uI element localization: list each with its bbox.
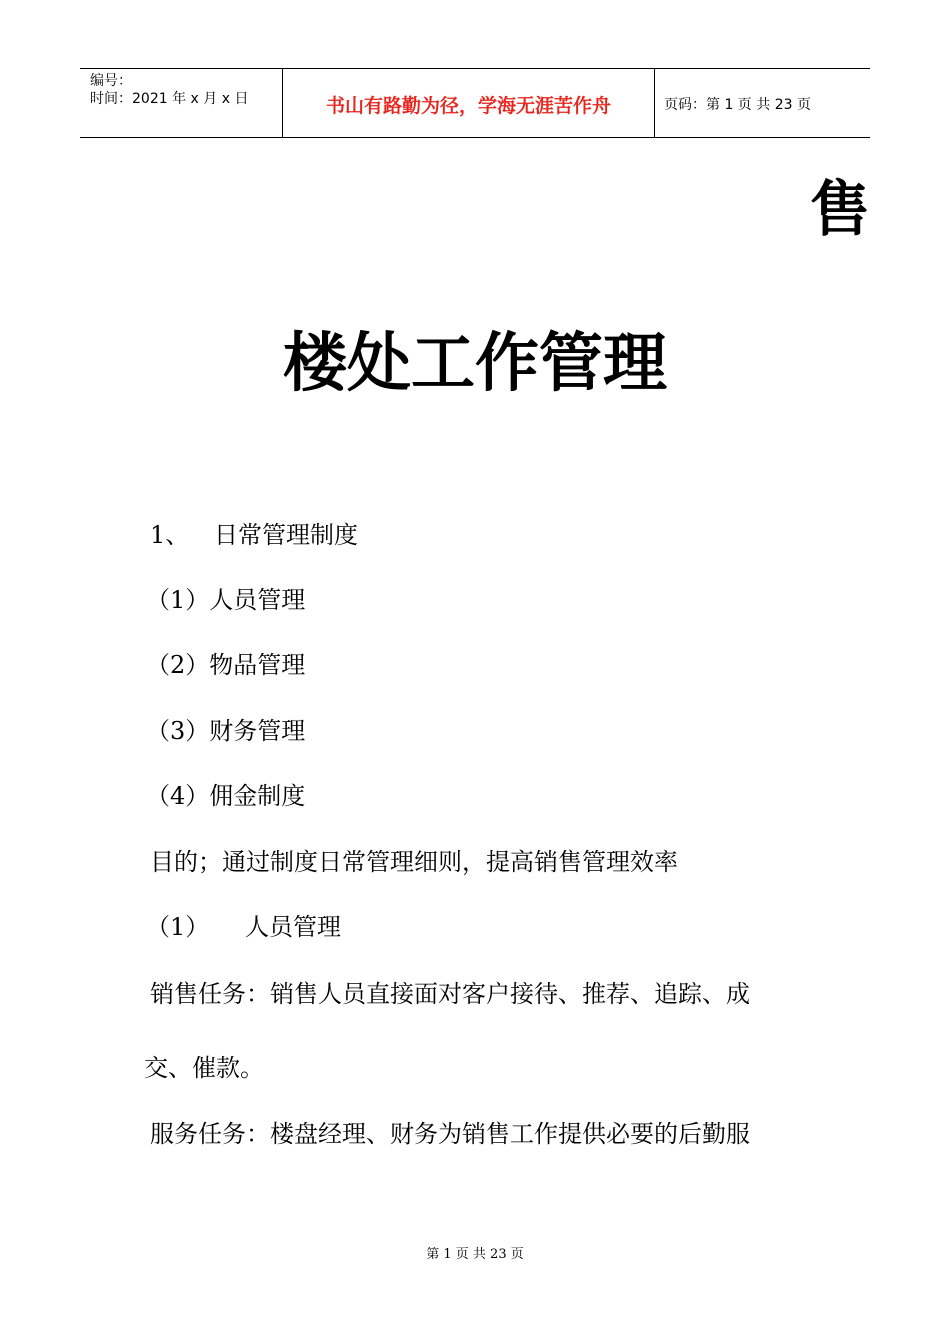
title-first-char: 售 [810, 175, 870, 245]
page-footer: 第 1 页 共 23 页 [426, 1247, 524, 1262]
document-number-label: 编号： [90, 73, 132, 89]
list-item: （4）佣金制度 [146, 782, 306, 810]
page-header [80, 68, 870, 138]
header-page-info: 页码：第 1 页 共 23 页 [664, 97, 811, 113]
subheading-text: 人员管理 [245, 913, 341, 941]
document-date: 时间：2021 年 x 月 x 日 [90, 91, 249, 107]
sales-task-line-2: 交、催款。 [144, 1054, 264, 1082]
page-title: 楼处工作管理 [283, 327, 667, 401]
sales-task-line-1: 销售任务：销售人员直接面对客户接待、推荐、追踪、成 [150, 980, 750, 1008]
service-task-line-1: 服务任务：楼盘经理、财务为销售工作提供必要的后勤服 [150, 1120, 750, 1148]
heading-number: 1、 [150, 521, 190, 549]
heading-text: 日常管理制度 [214, 521, 358, 549]
header-meta [80, 69, 282, 137]
list-item: （2）物品管理 [146, 651, 306, 679]
purpose-paragraph: 目的；通过制度日常管理细则，提高销售管理效率 [150, 848, 678, 876]
list-item: （3）财务管理 [146, 717, 306, 745]
list-item: （1）人员管理 [146, 586, 306, 614]
header-motto: 书山有路勤为径，学海无涯苦作舟 [282, 69, 655, 137]
subheading-number: （1） [146, 913, 210, 941]
